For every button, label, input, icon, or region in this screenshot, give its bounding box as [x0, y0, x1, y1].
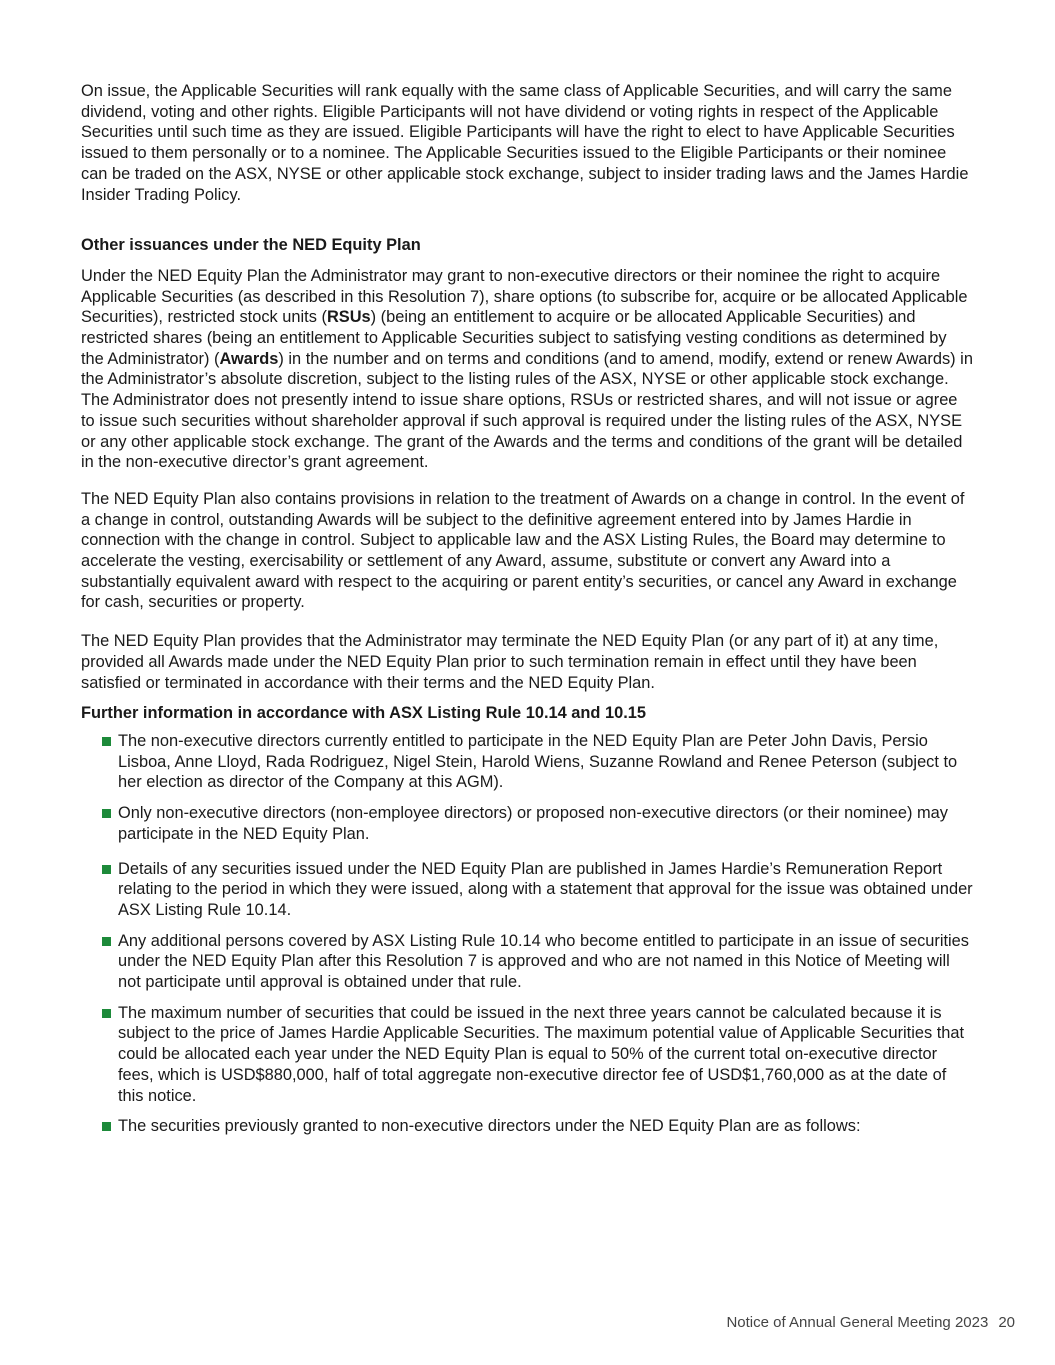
- page-number: 20: [998, 1314, 1015, 1331]
- p1-text-part1: Under the NED Equity Plan the Administrator may grant to non-executive directors or their nominee the right to acquire Applicable Securities (as described in this Resolution 7), share options (to subscribe for, acquire or be allocated Applicable Securities), restricted stock units (: [81, 266, 968, 327]
- list-item: [81, 803, 973, 844]
- intro-paragraph: On issue, the Applicable Securities will rank equally with the same class of Applicable Securities, and will carry the same dividend, voting and other rights. Eligible Participants will not have dividend or voting rights in respect of the Applicable Securities until such time as they are issued. Eligible Participants will have the right to elect to have Applicable Securities issued to them personally or to a nominee. The Applicable Securities issued to the Eligible Participants or their nominee can be traded on the ASX, NYSE or other applicable stock exchange, subject to insider trading laws and the James Hardie Insider Trading Policy.: [81, 82, 969, 204]
- p1-text-part2: ) (being an entitlement to acquire or be allocated Applicable Securities) and restricted shares (being an entitlement to Applicable Securities subject to satisfying vesting conditions as determined by the Administrator) (: [81, 308, 947, 368]
- list-item: [81, 1116, 973, 1137]
- list-item: [81, 859, 973, 921]
- awards-term: Awards: [219, 349, 279, 368]
- list-item-text: The maximum number of securities that could be issued in the next three years cannot be calculated because it is subject to the price of James Hardie Applicable Securities. The maximum potential value of Applicable Securities that could be allocated each year under the NED Equity Plan is equal to 50% of the current total on-executive director fees, which is USD$880,000, half of total aggregate non-executive director fee of USD$1,760,000 as at the date of this notice.: [118, 1003, 965, 1105]
- list-item: [81, 931, 973, 993]
- footer-title: Notice of Annual General Meeting 2023: [726, 1314, 989, 1331]
- other-issuances-paragraph-2: The NED Equity Plan also contains provisions in relation to the treatment of Awards on a change in control. In the event of a change in control, outstanding Awards will be subject to the definitive agreement entered into by James Hardie in connection with the change in control. Subject to applicable law and the ASX Listing Rules, the Board may determine to accelerate the vesting, exercisability or settlement of any Award, assume, substitute or convert any Award into a substantially equivalent award with respect to the acquiring or parent entity’s securities, or cancel any Award in exchange for cash, securities or property.: [81, 489, 965, 612]
- document-page: [81, 81, 973, 1137]
- page-footer: [726, 1314, 1015, 1331]
- list-item-text: Any additional persons covered by ASX Listing Rule 10.14 who become entitled to participate in an issue of securities under the NED Equity Plan after this Resolution 7 is approved and who are not named in this Notice of Meeting will not participate until approval is obtained under that rule.: [118, 931, 969, 992]
- p1-text-part3: ) in the number and on terms and conditions (and to amend, modify, extend or renew Awards) in the Administrator’s absolute discretion, subject to the listing rules of the ASX, NYSE or other applicable stock exchange. The Administrator does not presently intend to issue share options, RSUs or restricted shares, and will not issue or agree to issue such securities without shareholder approval if such approval is required under the listing rules of the ASX, NYSE or any other applicable stock exchange. The grant of the Awards and the terms and conditions of the grant will be detailed in the non-executive director’s grant agreement.: [81, 349, 973, 472]
- bullet-square-icon: [102, 1122, 111, 1131]
- bullet-square-icon: [102, 937, 111, 946]
- list-item-text: The non-executive directors currently entitled to participate in the NED Equity Plan are Peter John Davis, Persio Lisboa, Anne Lloyd, Rada Rodriguez, Nigel Stein, Harold Wiens, Suzanne Rowland and Renee Peterson (subject to her election as director of the Company at this AGM).: [118, 731, 958, 792]
- further-info-list: [81, 731, 973, 1137]
- list-item-text: The securities previously granted to non-executive directors under the NED Equity Plan are as follows:: [118, 1117, 861, 1136]
- list-item-text: Details of any securities issued under the NED Equity Plan are published in James Hardie’s Remuneration Report relating to the period in which they were issued, along with a statement that approval for the issue was obtained under ASX Listing Rule 10.14.: [118, 859, 973, 919]
- bullet-square-icon: [102, 737, 111, 746]
- list-item-text: Only non-executive directors (non-employee directors) or proposed non-executive directors (or their nominee) may participate in the NED Equity Plan.: [118, 804, 948, 843]
- list-item: [81, 1003, 973, 1107]
- bullet-square-icon: [102, 865, 111, 874]
- other-issuances-heading: Other issuances under the NED Equity Plan: [81, 236, 421, 255]
- bullet-square-icon: [102, 809, 111, 818]
- other-issuances-paragraph-3: The NED Equity Plan provides that the Administrator may terminate the NED Equity Plan (or any part of it) at any time, provided all Awards made under the NED Equity Plan prior to such termination remain in effect until they have been satisfied or terminated in accordance with their terms and the NED Equity Plan.: [81, 632, 939, 692]
- bullet-square-icon: [102, 1009, 111, 1018]
- further-info-heading: Further information in accordance with ASX Listing Rule 10.14 and 10.15: [81, 704, 646, 723]
- list-item: [81, 731, 973, 793]
- rsus-term: RSUs: [326, 308, 371, 327]
- other-issuances-paragraph-1: [81, 266, 973, 473]
